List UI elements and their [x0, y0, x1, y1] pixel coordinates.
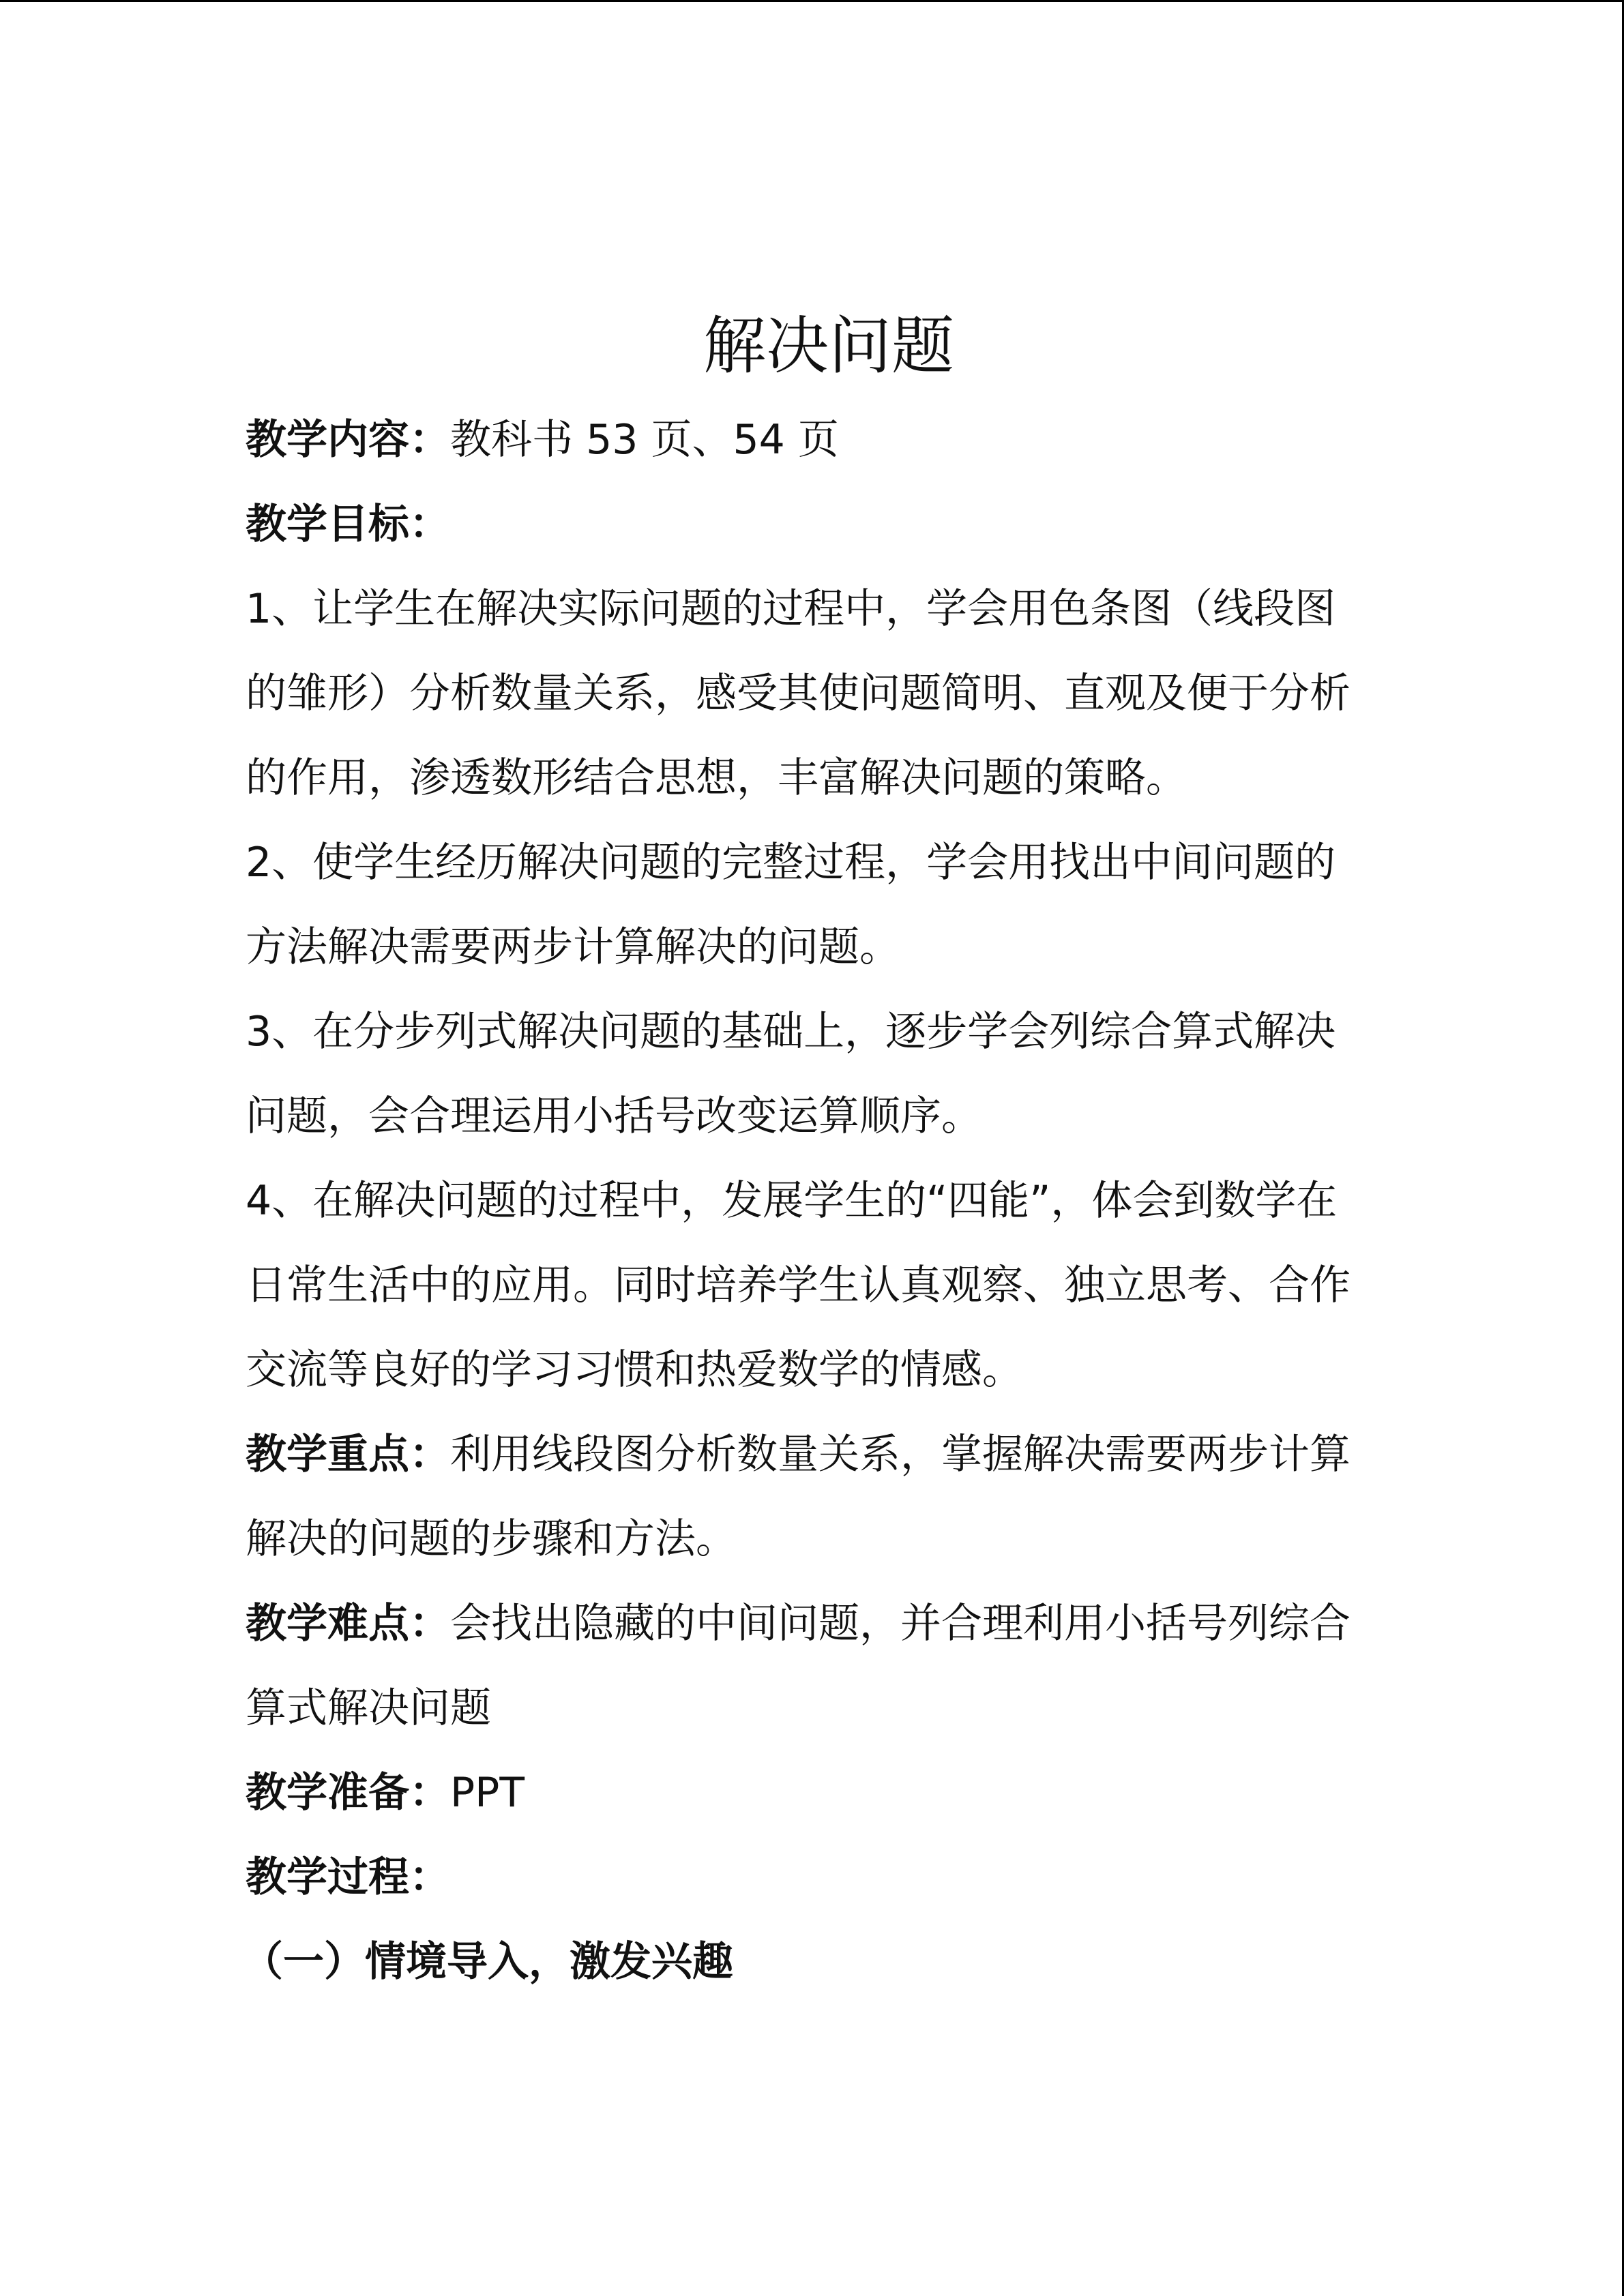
- document-title: 解决问题: [703, 310, 954, 383]
- key-point-label: 教学重点：: [246, 1431, 450, 1478]
- process-heading: [246, 1835, 1378, 1920]
- objective-item-4: 4、在解决问题的过程中，发展学生的“四能”，体会到数学在日常生活中的应用。同时培养学生认真观察、独立思考、合作交流等良好的学习习惯和热爱数学的情感。: [246, 1177, 1350, 1394]
- teaching-objectives-heading: [246, 482, 1378, 567]
- preparation-line: [246, 1750, 1378, 1835]
- teaching-content-line: [246, 398, 1378, 482]
- difficulty-label: 教学难点：: [246, 1600, 450, 1648]
- preparation-label: 教学准备：: [246, 1769, 450, 1817]
- section-heading-1: （一）情境导入，激发兴趣: [242, 1938, 733, 1986]
- teaching-objectives-label: 教学目标：: [246, 501, 450, 548]
- objective-item-1: 1、让学生在解决实际问题的过程中，学会用色条图（线段图的雏形）分析数量关系，感受其使问题简明、直观及便于分析的作用，渗透数形结合思想，丰富解决问题的策略。: [246, 585, 1350, 802]
- difficulty-text: 会找出隐藏的中间问题，并合理利用小括号列综合算式解决问题: [246, 1600, 1350, 1732]
- objective-item-3: 3、在分步列式解决问题的基础上，逐步学会列综合算式解决问题，会合理运用小括号改变运算顺序。: [246, 1008, 1336, 1140]
- key-point-paragraph: [246, 1412, 1364, 1581]
- preparation-text: PPT: [450, 1769, 525, 1817]
- difficulty-paragraph: [246, 1581, 1364, 1750]
- key-point-text: 利用线段图分析数量关系，掌握解决需要两步计算解决的问题的步骤和方法。: [246, 1431, 1350, 1563]
- document-body: [242, 295, 1378, 2004]
- objective-item-2: 2、使学生经历解决问题的完整过程，学会用找出中间问题的方法解决需要两步计算解决的问题。: [246, 839, 1336, 971]
- process-label: 教学过程：: [246, 1853, 450, 1901]
- teaching-content-text: 教科书 53 页、54 页: [450, 416, 839, 464]
- teaching-content-label: 教学内容：: [246, 416, 450, 464]
